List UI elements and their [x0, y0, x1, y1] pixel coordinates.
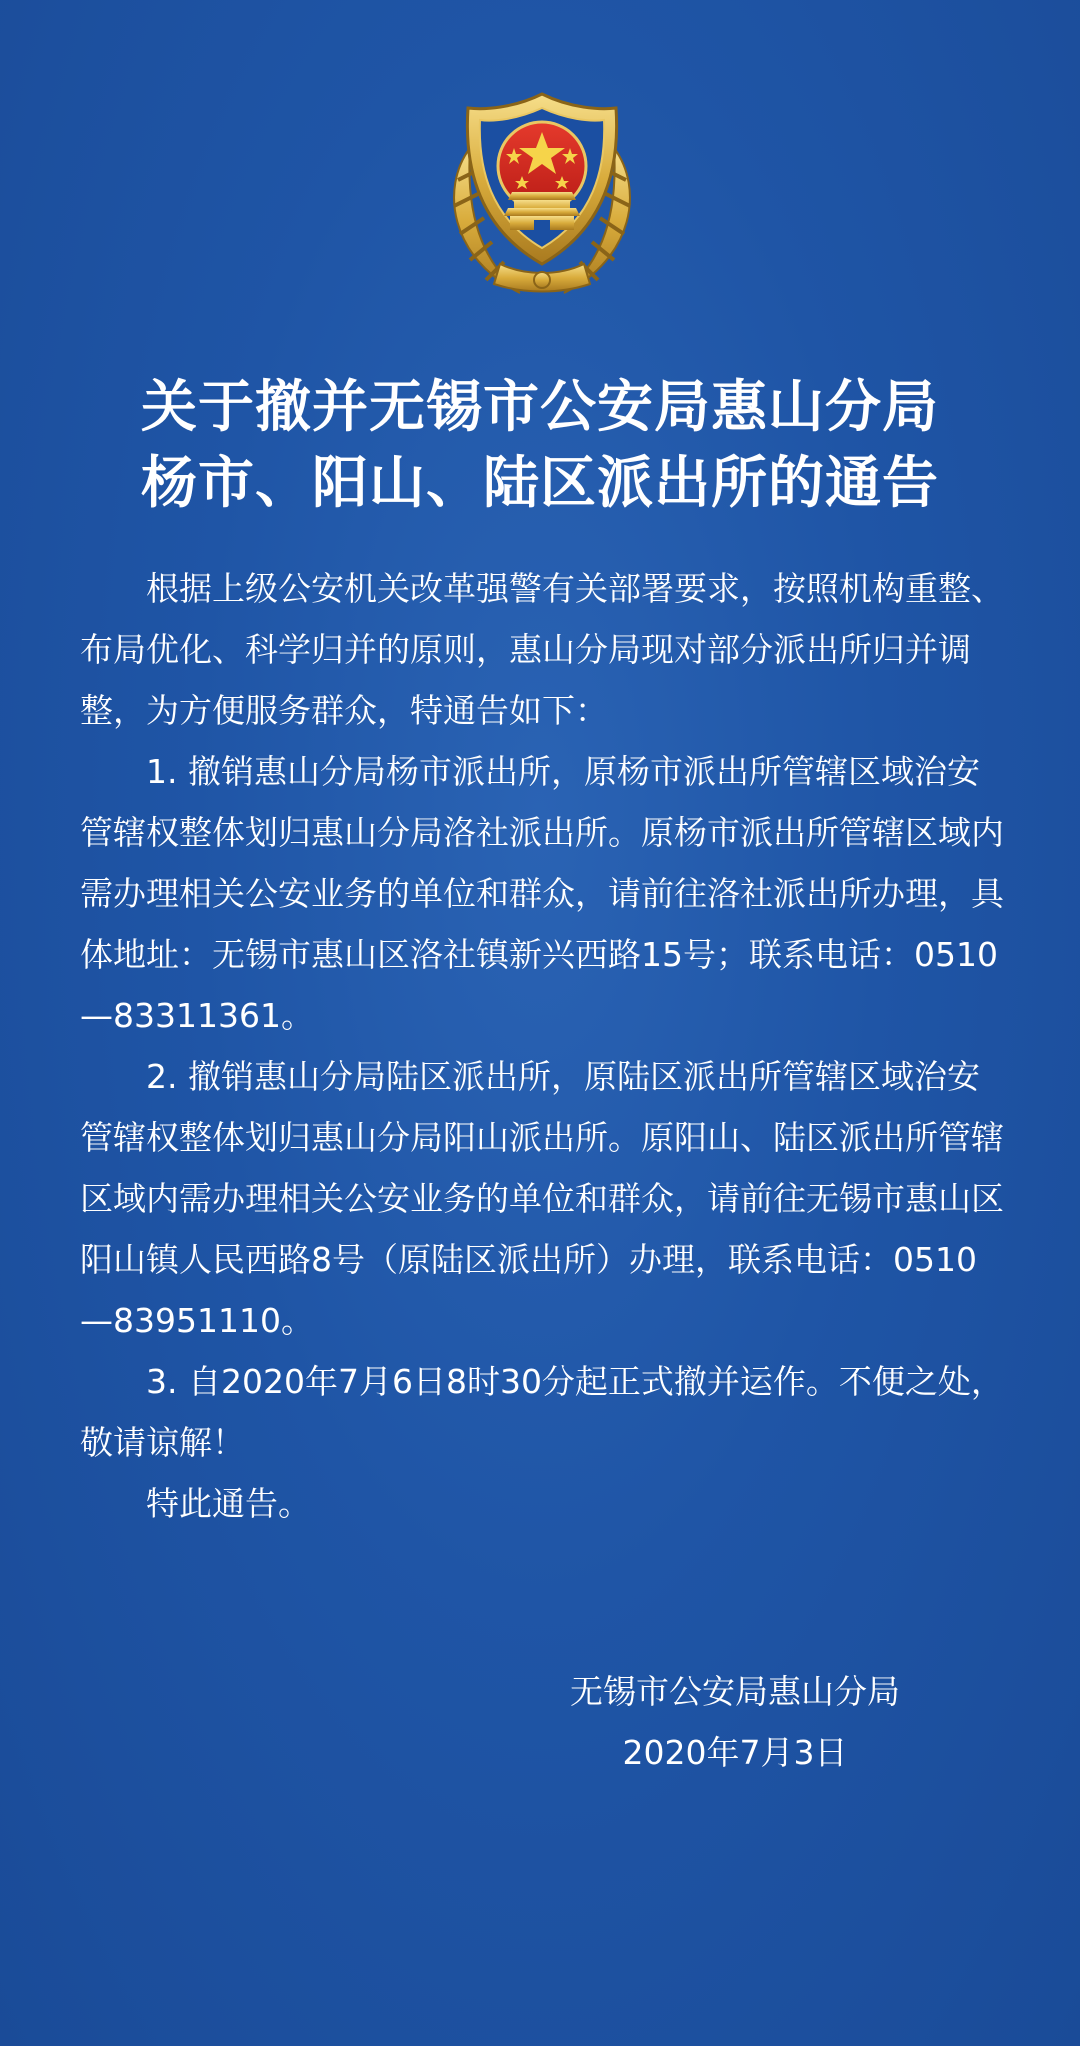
intro-paragraph: 根据上级公安机关改革强警有关部署要求，按照机构重整、布局优化、科学归并的原则，惠山分局现对部分派出所归并调整，为方便服务群众，特通告如下： — [80, 569, 1004, 730]
title-line-2: 杨市、阳山、陆区派出所的通告 — [141, 451, 939, 516]
signature-date: 2020年7月3日 — [622, 1733, 848, 1772]
item-1-paragraph: 1. 撤销惠山分局杨市派出所，原杨市派出所管辖区域治安管辖权整体划归惠山分局洛社派出所。原杨市派出所管辖区域内需办理相关公安业务的单位和群众，请前往洛社派出所办理，具体地址：无锡市惠山区洛社镇新兴西路15号；联系电话：0510—83311361。 — [80, 752, 1004, 1035]
signature-block — [540, 1661, 930, 1783]
notice-title — [0, 370, 1080, 522]
item-3-paragraph: 3. 自2020年7月6日8时30分起正式撤并运作。不便之处，敬请谅解！ — [80, 1362, 1004, 1462]
item-2-paragraph: 2. 撤销惠山分局陆区派出所，原陆区派出所管辖区域治安管辖权整体划归惠山分局阳山派出所。原阳山、陆区派出所管辖区域内需办理相关公安业务的单位和群众，请前往无锡市惠山区阳山镇人民西路8号（原陆区派出所）办理，联系电话：0510—83951110。 — [80, 1057, 1004, 1340]
title-line-1: 关于撤并无锡市公安局惠山分局 — [141, 375, 939, 440]
closing-paragraph: 特此通告。 — [146, 1484, 311, 1523]
signature-org: 无锡市公安局惠山分局 — [570, 1672, 900, 1711]
notice-body — [80, 558, 1008, 1534]
police-emblem-icon — [430, 88, 654, 308]
